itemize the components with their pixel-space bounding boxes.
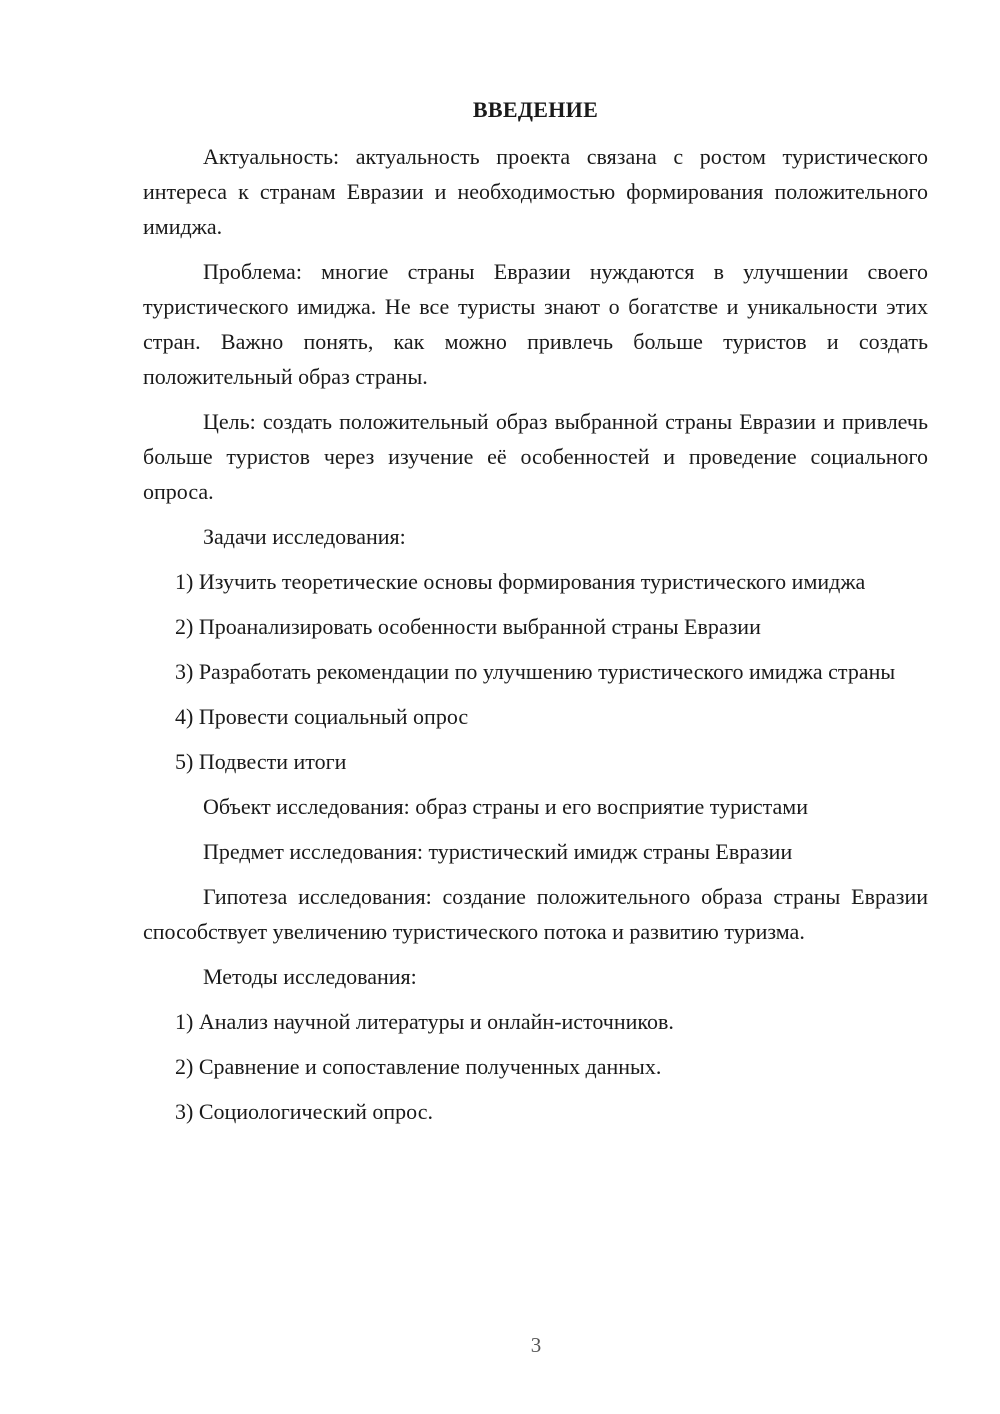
document-page (143, 95, 928, 1139)
methods-heading: Методы исследования: (203, 964, 417, 989)
method-item: 2) Сравнение и сопоставление полученных данных. (175, 1054, 662, 1079)
task-item: 3) Разработать рекомендации по улучшению туристического имиджа страны (175, 659, 896, 684)
paragraph-problem: Проблема: многие страны Евразии нуждаются в улучшении своего туристического имиджа. Не все туристы знают о богатстве и уникальности этих стран. Важно понять, как можно привлечь больше туристов и создать положительный образ страны. (143, 259, 928, 389)
task-item: 2) Проанализировать особенности выбранной страны Евразии (175, 614, 761, 639)
page-number: 3 (530, 1333, 542, 1357)
task-item: 1) Изучить теоретические основы формирования туристического имиджа (175, 569, 866, 594)
paragraph-subject: Предмет исследования: туристический имидж страны Евразии (203, 839, 793, 864)
paragraph-hypothesis: Гипотеза исследования: создание положительного образа страны Евразии способствует увеличению туристического потока и развитию туризма. (143, 884, 928, 944)
method-item: 3) Социологический опрос. (175, 1099, 433, 1124)
method-item: 1) Анализ научной литературы и онлайн-источников. (175, 1009, 674, 1034)
task-item: 5) Подвести итоги (175, 749, 347, 774)
tasks-heading: Задачи исследования: (203, 524, 406, 549)
paragraph-relevance: Актуальность: актуальность проекта связана с ростом туристического интереса к странам Евразии и необходимостью формирования положительного имиджа. (143, 144, 928, 239)
paragraph-goal: Цель: создать положительный образ выбранной страны Евразии и привлечь больше туристов через изучение её особенностей и проведение социального опроса. (143, 409, 928, 504)
task-item: 4) Провести социальный опрос (175, 704, 469, 729)
document-title: ВВЕДЕНИЕ (472, 97, 599, 122)
paragraph-object: Объект исследования: образ страны и его восприятие туристами (203, 794, 808, 819)
